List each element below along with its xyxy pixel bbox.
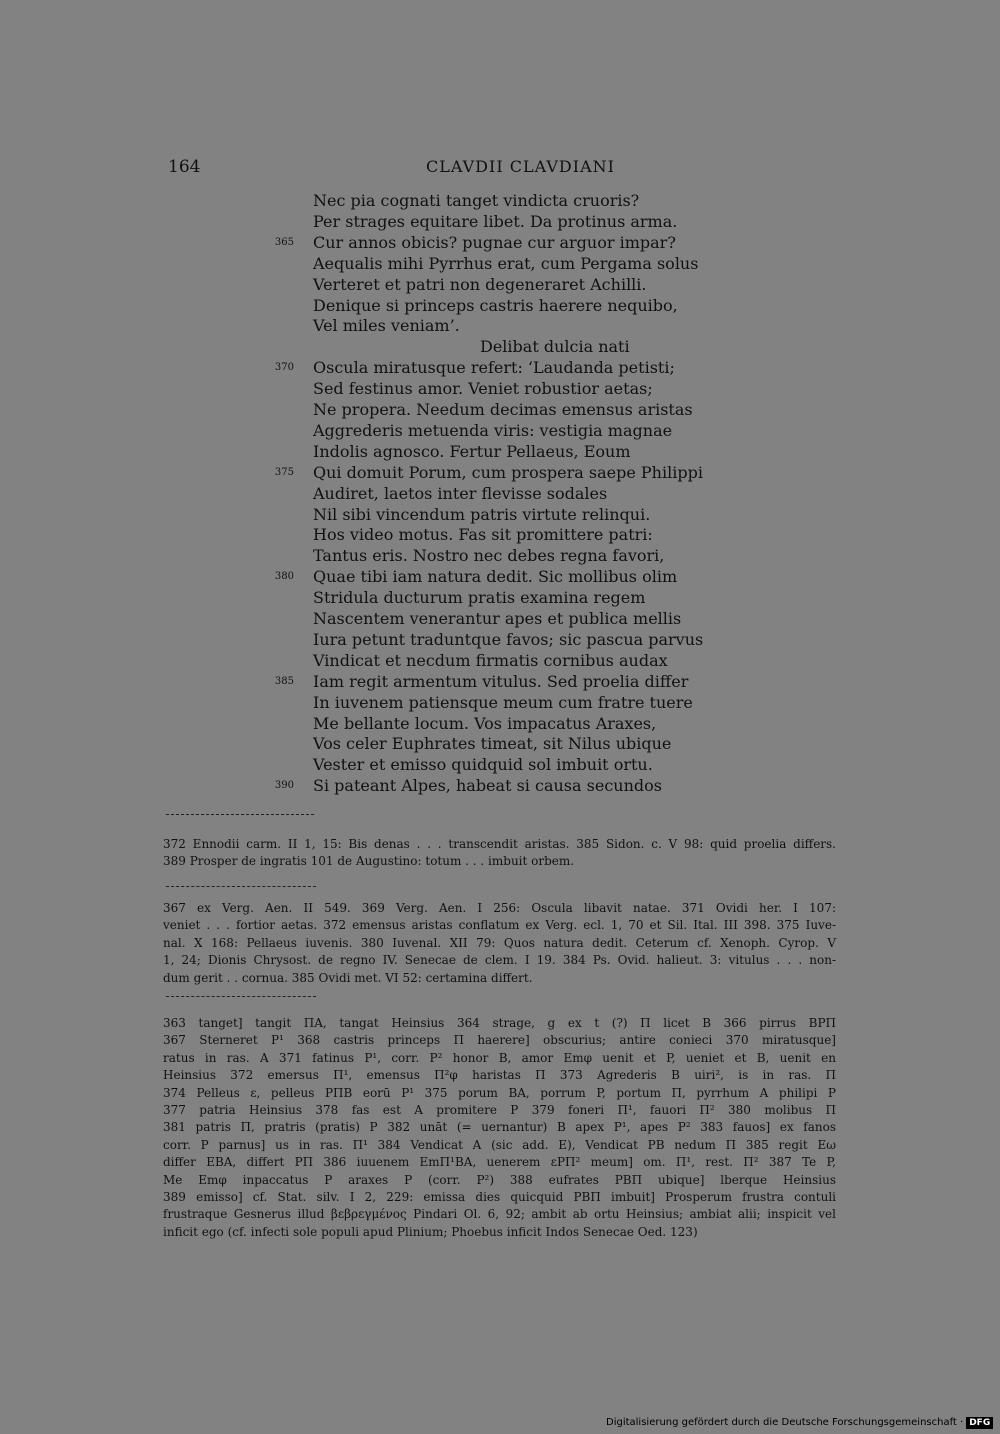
verse-line: Si pateant Alpes, habeat si causa secundos — [313, 776, 662, 796]
digitization-credit — [606, 1417, 993, 1429]
apparatus-line: differ EBA, differt PΠ 386 iuuenem EmΠ¹BA, uenerem εPΠ² meum] om. Π¹, rest. Π² 387 Te P, — [163, 1155, 836, 1170]
apparatus-line: ratus in ras. A 371 fatinus P¹, corr. P² honor B, amor Emφ uenit et P, ueniet et B, uenit en — [163, 1050, 836, 1065]
verse-line: Audiret, laetos inter flevisse sodales — [313, 483, 608, 503]
credit-text: Digitalisierung gefördert durch die Deutsche Forschungsgemeinschaft · — [606, 1417, 964, 1428]
verse-number: 370 — [274, 362, 294, 374]
critical-apparatus — [163, 1015, 836, 1241]
apparatus-line: 381 patris Π, pratris (pratis) P 382 unāt (= uernantur) B apex P¹, apes P² 383 fauos] ex fanos — [163, 1120, 836, 1135]
verse-line: Vester et emisso quidquid sol imbuit ortu. — [313, 755, 653, 775]
verse-line: Verteret et patri non degeneraret Achilli. — [313, 274, 647, 294]
running-title: CLAVDII CLAVDIANI — [426, 157, 615, 176]
apparatus-line: Me Emφ inpaccatus P araxes P (corr. P²) 388 eufrates PBΠ ubique] lberque Heinsius — [163, 1172, 836, 1187]
verse-line: Tantus eris. Nostro nec debes regna favori, — [313, 546, 665, 566]
apparatus-line: 1, 24; Dionis Chrysost. de regno IV. Senecae de clem. I 19. 384 Ps. Ovid. halieut. 3: vitulus . . . non- — [163, 953, 836, 968]
verse-line: Hos video motus. Fas sit promittere patri: — [313, 525, 653, 545]
verse-line: Delibat dulcia nati — [480, 337, 630, 357]
apparatus-line: veniet . . . fortior aetas. 372 emensus aristas conflatum ex Verg. ecl. 1, 70 et Sil. Ital. III 398. 375 Iuve- — [163, 918, 836, 933]
verse-number: 380 — [274, 571, 294, 583]
separator-rule — [166, 814, 314, 815]
parallels-apparatus — [163, 900, 836, 987]
verse-line: Nascentem venerantur apes et publica mellis — [313, 609, 682, 628]
verse-line: Aequalis mihi Pyrrhus erat, cum Pergama solus — [313, 253, 699, 273]
verse-line: Per strages equitare libet. Da protinus arma. — [313, 211, 678, 231]
verse-line: Nil sibi vincendum patris virtute relinqui. — [313, 504, 651, 524]
verse-line: Oscula miratusque refert: ‘Laudanda petisti; — [313, 358, 675, 378]
apparatus-line: inficit ego (cf. infecti sole populi apud Plinium; Phoebus inficit Indos Senecae Oed. 123) — [163, 1224, 698, 1239]
verse-number: 385 — [274, 675, 294, 687]
verse-line: Indolis agnosco. Fertur Pellaeus, Eoum — [313, 441, 631, 461]
verse-line: Quae tibi iam natura dedit. Sic mollibus olim — [313, 567, 678, 587]
apparatus-line: 363 tanget] tangit ΠA, tangat Heinsius 364 strage, g ex t (?) Π licet B 366 pirrus BPΠ — [163, 1016, 836, 1030]
verse-line: Stridula ducturum pratis examina regem — [313, 588, 646, 608]
verse-line: Qui domuit Porum, cum prospera saepe Philippi — [313, 462, 703, 482]
apparatus-line: 389 Prosper de ingratis 101 de Augustino: totum . . . imbuit orbem. — [163, 854, 575, 869]
verse-line: Vel miles veniam’. — [313, 316, 460, 336]
verse-line: Aggrederis metuenda viris: vestigia magnae — [313, 420, 673, 440]
verse-line: Vos celer Euphrates timeat, sit Nilus ubique — [313, 734, 672, 754]
apparatus-line: 377 patria Heinsius 378 fas est A promitere P 379 foneri Π¹, fauori Π² 380 molibus Π — [163, 1103, 836, 1118]
apparatus-line: corr. P parnus] us in ras. Π¹ 384 Vendicat A (sic add. E), Vendicat PB nedum Π 385 regit Eω — [163, 1137, 836, 1152]
verse-line: Nec pia cognati tanget vindicta cruoris? — [313, 191, 640, 210]
verse-number: 375 — [274, 466, 294, 478]
apparatus-line: 374 Pelleus ε, pelleus PΠB eorū P¹ 375 porum BA, porrum P, portum Π, pyrrhum A philipi P — [163, 1085, 836, 1100]
verse-number: 365 — [274, 236, 294, 248]
testimonia-apparatus — [163, 836, 836, 871]
verse-line: Denique si princeps castris haerere nequibo, — [313, 295, 678, 315]
verse-line: Me bellante locum. Vos impacatus Araxes, — [313, 713, 657, 733]
verse-line: Sed festinus amor. Veniet robustior aetas; — [313, 379, 653, 399]
apparatus-line: frustraque Gesnerus illud βεβρεγμένος Pindari Ol. 6, 92; ambit ab ortu Heinsius; ambiat alii; inspicit vel — [163, 1207, 836, 1222]
apparatus-line: 389 emisso] cf. Stat. silv. I 2, 229: emissa dies quicquid PBΠ imbuit] Prosperum frustra contuli — [163, 1190, 836, 1205]
page-number: 164 — [168, 157, 201, 177]
apparatus-line: 367 ex Verg. Aen. II 549. 369 Verg. Aen. I 256: Oscula libavit natae. 371 Ovidi her. I 107: — [163, 901, 836, 915]
verse-line: Iura petunt traduntque favos; sic pascua parvus — [313, 629, 704, 649]
separator-rule — [166, 996, 316, 997]
separator-rule — [166, 886, 316, 887]
verse-line: Ne propera. Needum decimas emensus aristas — [313, 400, 693, 419]
dfg-logo: DFG — [966, 1417, 993, 1429]
apparatus-line: dum gerit . . cornua. 385 Ovidi met. VI 52: certamina differt. — [163, 970, 533, 985]
apparatus-line: nal. X 168: Pellaeus iuvenis. 380 Iuvenal. XII 79: Quos natura dedit. Ceterum cf. Xenoph. Cyrop. V — [163, 935, 836, 950]
verse-line: Cur annos obicis? pugnae cur arguor impar? — [313, 232, 676, 252]
apparatus-line: 372 Ennodii carm. II 1, 15: Bis denas . . . transcendit aristas. 385 Sidon. c. V 98: quid proelia differs. — [163, 837, 836, 851]
verse-line: Iam regit armentum vitulus. Sed proelia differ — [313, 671, 689, 691]
apparatus-line: Heinsius 372 emersus Π¹, emensus Π²φ haristas Π 373 Agrederis B uiri², is in ras. Π — [163, 1068, 836, 1083]
verse-number: 390 — [274, 780, 294, 792]
apparatus-line: 367 Sterneret P¹ 368 castris princeps Π haerere] obscurius; antire conieci 370 miratusque] — [163, 1033, 836, 1048]
verse-line: In iuvenem patiensque meum cum fratre tuere — [313, 692, 693, 712]
verse-line: Vindicat et necdum firmatis cornibus audax — [313, 650, 668, 670]
